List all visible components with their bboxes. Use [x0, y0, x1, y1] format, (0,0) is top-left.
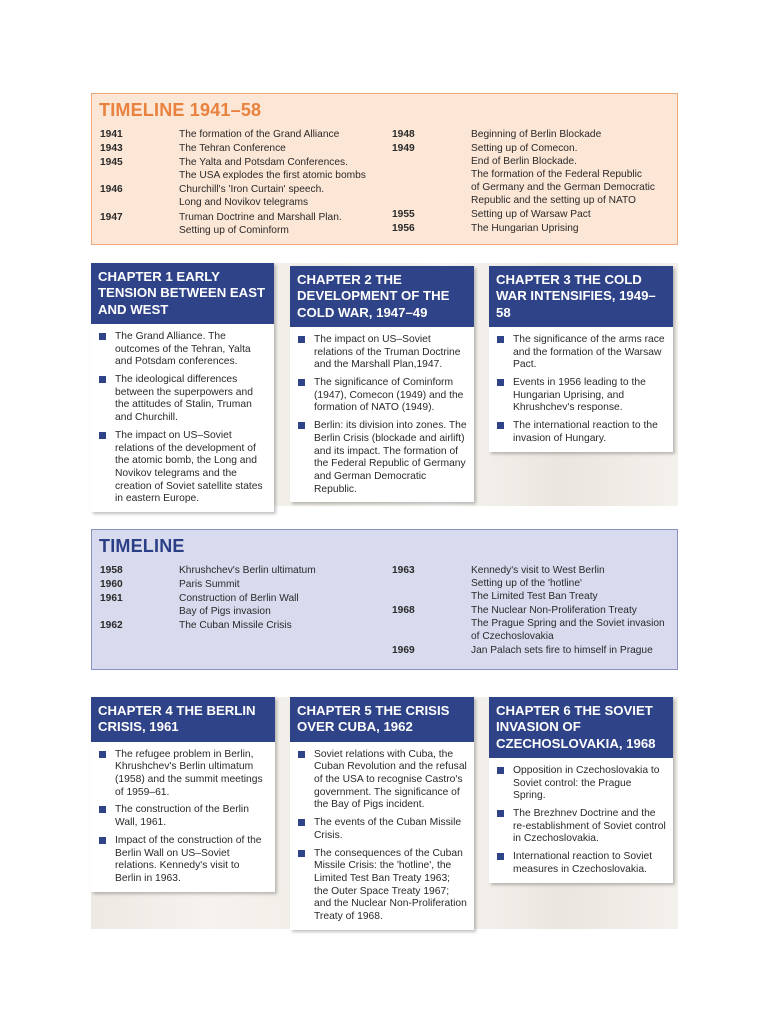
timeline-year: 1961: [100, 593, 123, 604]
chapter-bullet: Events in 1956 leading to the Hungarian Uprising, and Khrushchev's response.: [496, 377, 666, 415]
chapter-bullet: The refugee problem in Berlin, Khrushchev's Berlin ultimatum (1958) and the summit meetings of 1959–61.: [98, 749, 268, 800]
timeline-year: 1949: [392, 143, 415, 154]
timeline-event: The Yalta and Potsdam Conferences.: [179, 157, 348, 168]
chapter-2-card: [290, 266, 474, 502]
chapter-bullet: The significance of the arms race and the formation of the Warsaw Pact.: [496, 334, 666, 372]
timeline-event: Churchill's 'Iron Curtain' speech.: [179, 184, 325, 195]
timeline-event: The Cuban Missile Crisis: [179, 620, 292, 631]
timeline-year: 1946: [100, 184, 123, 195]
timeline-event: The Nuclear Non-Proliferation Treaty: [471, 605, 637, 616]
chapter-bullet: The international reaction to the invasion of Hungary.: [496, 420, 666, 445]
chapter-bullet: The significance of Cominform (1947), Comecon (1949) and the formation of NATO (1949).: [297, 377, 467, 415]
timeline-event: The Tehran Conference: [179, 143, 286, 154]
chapter-title: CHAPTER 6 THE SOVIET INVASION OF CZECHOSLOVAKIA, 1968: [489, 697, 673, 758]
square-bullet-icon: [497, 422, 504, 429]
chapter-6-card: [489, 697, 673, 883]
timeline-event: Truman Doctrine and Marshall Plan.: [179, 212, 342, 223]
square-bullet-icon: [298, 422, 305, 429]
square-bullet-icon: [497, 853, 504, 860]
timeline-year: 1969: [392, 645, 415, 656]
timeline-year: 1945: [100, 157, 123, 168]
chapter-title: CHAPTER 2 THE DEVELOPMENT OF THE COLD WAR, 1947–49: [290, 266, 474, 327]
timeline-event: The USA explodes the first atomic bombs: [179, 170, 366, 181]
chapter-3-card: [489, 266, 673, 452]
chapter-title: CHAPTER 4 THE BERLIN CRISIS, 1961: [91, 697, 275, 742]
timeline-event: End of Berlin Blockade.: [471, 156, 577, 167]
timeline-year: 1958: [100, 565, 123, 576]
square-bullet-icon: [99, 333, 106, 340]
timeline-event: Bay of Pigs invasion: [179, 606, 271, 617]
chapter-bullet: Opposition in Czechoslovakia to Soviet control: the Prague Spring.: [496, 765, 666, 803]
timeline-title: TIMELINE: [99, 536, 185, 556]
timeline-event: Setting up of the 'hotline': [471, 578, 582, 589]
chapter-bullet: The impact on US–Soviet relations of the development of the atomic bomb, the Long and Novikov telegrams and the creation of Soviet satellite states in eastern Europe.: [98, 430, 267, 506]
timeline-event: Long and Novikov telegrams: [179, 197, 309, 208]
chapter-bullet: Berlin: its division into zones. The Berlin Crisis (blockade and airlift) and its impact. The formation of the Federal Republic of Germany and German Democratic Republic.: [297, 420, 467, 496]
square-bullet-icon: [497, 767, 504, 774]
timeline-event: of Germany and the German Democratic: [471, 182, 656, 193]
chapter-bullet: The Grand Alliance. The outcomes of the Tehran, Yalta and Potsdam conferences.: [98, 331, 267, 369]
timeline-year: 1943: [100, 143, 123, 154]
chapter-bullet: The ideological differences between the superpowers and the attitudes of Stalin, Truman and Churchill.: [98, 374, 267, 425]
timeline-year: 1962: [100, 620, 123, 631]
timeline-event: Republic and the setting up of NATO: [471, 195, 636, 206]
timeline-event: Setting up of Comecon.: [471, 143, 578, 154]
square-bullet-icon: [298, 751, 305, 758]
chapter-1-card: [91, 263, 274, 512]
timeline-year: 1948: [392, 129, 415, 140]
chapter-bullet: Soviet relations with Cuba, the Cuban Revolution and the refusal of the USA to recognise Castro's government. The significance of the Bay of Pigs incident.: [297, 749, 467, 813]
timeline-year: 1963: [392, 565, 415, 576]
timeline-event: The Hungarian Uprising: [471, 223, 579, 234]
timeline-title: TIMELINE 1941–58: [99, 100, 262, 120]
timeline-event: Paris Summit: [179, 579, 240, 590]
square-bullet-icon: [99, 837, 106, 844]
square-bullet-icon: [99, 376, 106, 383]
timeline-event: Jan Palach sets fire to himself in Prague: [471, 645, 653, 656]
chapter-5-card: [290, 697, 474, 930]
timeline-year: 1968: [392, 605, 415, 616]
timeline-year: 1955: [392, 209, 415, 220]
chapter-title: CHAPTER 5 THE CRISIS OVER CUBA, 1962: [290, 697, 474, 742]
square-bullet-icon: [99, 751, 106, 758]
square-bullet-icon: [497, 379, 504, 386]
square-bullet-icon: [99, 432, 106, 439]
timeline-event: Beginning of Berlin Blockade: [471, 129, 602, 140]
chapter-bullet: Impact of the construction of the Berlin Wall on US–Soviet relations. Kennedy's visit to Berlin in 1963.: [98, 835, 268, 886]
timeline-event: The Prague Spring and the Soviet invasion: [471, 618, 665, 629]
square-bullet-icon: [298, 850, 305, 857]
square-bullet-icon: [497, 336, 504, 343]
chapter-bullet: The consequences of the Cuban Missile Crisis: the 'hotline', the Limited Test Ban Treaty 1963; the Outer Space Treaty 1967; and the Nuclear Non-Proliferation Treaty of 1968.: [297, 848, 467, 924]
chapter-bullet: The construction of the Berlin Wall, 1961.: [98, 804, 268, 829]
chapter-bullet: The impact on US–Soviet relations of the Truman Doctrine and the Marshall Plan,1947.: [297, 334, 467, 372]
timeline-event: The formation of the Grand Alliance: [179, 129, 340, 140]
timeline-1958-69: [91, 529, 678, 670]
timeline-year: 1941: [100, 129, 123, 140]
square-bullet-icon: [298, 379, 305, 386]
timeline-event: The formation of the Federal Republic: [471, 169, 643, 180]
timeline-event: Construction of Berlin Wall: [179, 593, 299, 604]
timeline-event: Setting up of Warsaw Pact: [471, 209, 591, 220]
timeline-event: of Czechoslovakia: [471, 631, 554, 642]
chapter-title: CHAPTER 3 THE COLD WAR INTENSIFIES, 1949–58: [489, 266, 673, 327]
timeline-event: Khrushchev's Berlin ultimatum: [179, 565, 316, 576]
chapter-bullet: The events of the Cuban Missile Crisis.: [297, 817, 467, 842]
timeline-year: 1960: [100, 579, 123, 590]
chapter-4-card: [91, 697, 275, 892]
timeline-event: Setting up of Cominform: [179, 225, 289, 236]
square-bullet-icon: [99, 806, 106, 813]
timeline-event: The Limited Test Ban Treaty: [471, 591, 598, 602]
chapter-title: CHAPTER 1 EARLY TENSION BETWEEN EAST AND WEST: [91, 263, 274, 324]
square-bullet-icon: [298, 336, 305, 343]
chapter-bullet: International reaction to Soviet measures in Czechoslovakia.: [496, 851, 666, 876]
square-bullet-icon: [298, 819, 305, 826]
timeline-1941-58: [91, 93, 678, 245]
square-bullet-icon: [497, 810, 504, 817]
timeline-year: 1947: [100, 212, 123, 223]
timeline-event: Kennedy's visit to West Berlin: [471, 565, 605, 576]
timeline-year: 1956: [392, 223, 415, 234]
chapter-bullet: The Brezhnev Doctrine and the re-establishment of Soviet control in Czechoslovakia.: [496, 808, 666, 846]
